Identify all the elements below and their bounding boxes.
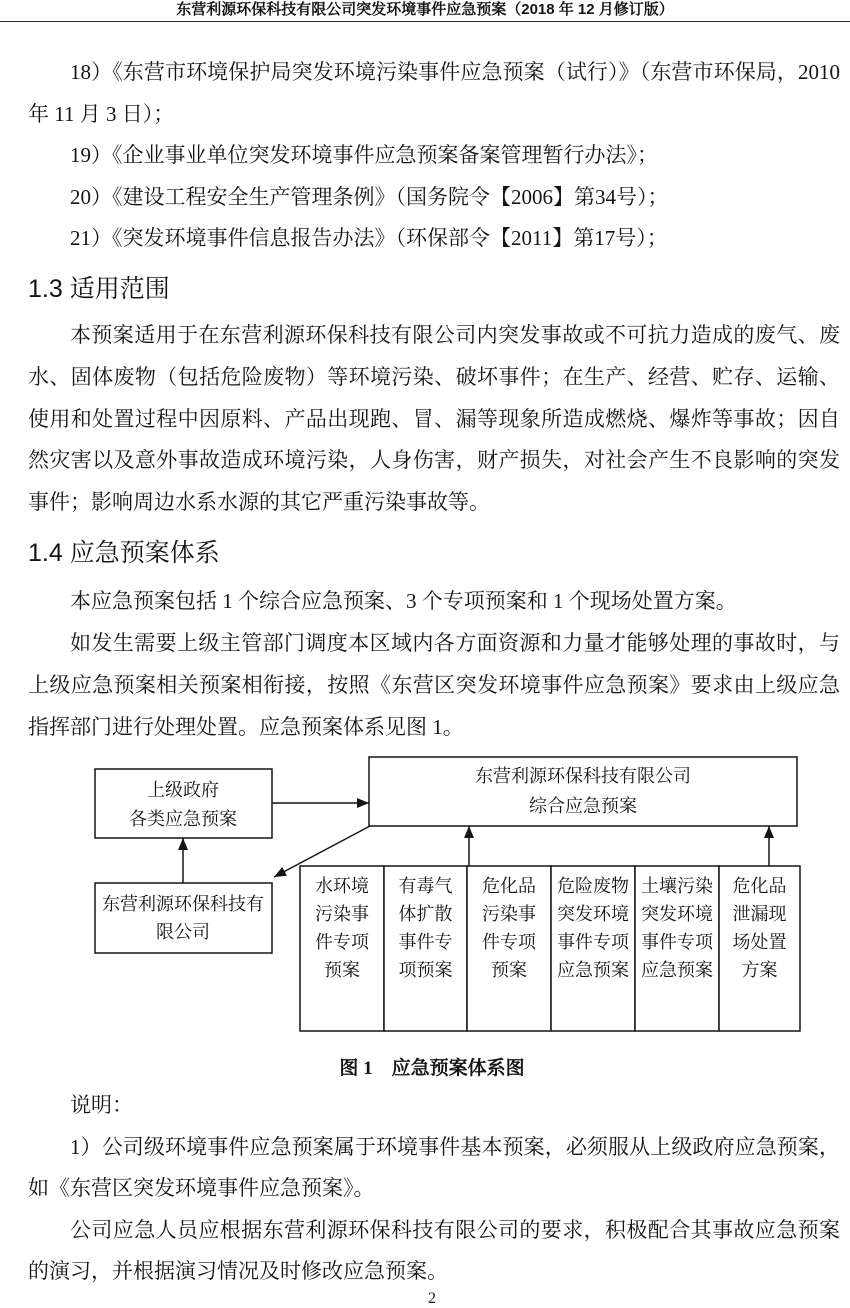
sub-plan-label-line: 场处置 bbox=[732, 932, 787, 952]
header-divider bbox=[0, 21, 850, 22]
sub-plan-label-line: 水环境 bbox=[315, 876, 369, 896]
government-plans-box-line: 各类应急预案 bbox=[129, 809, 237, 829]
sub-plan-label-line: 突发环境 bbox=[557, 904, 629, 924]
notes-label: 说明： bbox=[70, 1093, 133, 1117]
plan-system-section-body bbox=[28, 580, 840, 748]
sub-plan-box-toxic-gas bbox=[384, 866, 467, 1031]
sub-plan-box-water bbox=[300, 866, 384, 1031]
reference-list bbox=[28, 52, 840, 260]
section-heading-plan-system: 1.4 应急预案体系 bbox=[28, 539, 220, 567]
section-heading-scope: 1.3 适用范围 bbox=[28, 275, 170, 303]
emergency-plan-system-diagram bbox=[0, 750, 850, 1040]
reference-item-20: 20）《建设工程安全生产管理条例》（国务院令【2006】第34号）； bbox=[70, 184, 669, 209]
comprehensive-plan-box-line: 综合应急预案 bbox=[529, 796, 637, 816]
sub-plan-label-line: 体扩散 bbox=[398, 904, 453, 924]
sub-plan-label-line: 突发环境 bbox=[641, 904, 713, 924]
reference-item-18: 18）《东营市环境保护局突发环境污染事件应急预案（试行）》（东营市环保局，2010 年 11 月 3 日）； bbox=[28, 60, 840, 126]
sub-plan-label-line: 件专项 bbox=[315, 932, 369, 952]
sub-plan-label-line: 土壤污染 bbox=[641, 876, 713, 896]
comprehensive-plan-box bbox=[369, 757, 797, 826]
sub-plan-label-line: 污染事 bbox=[482, 904, 536, 924]
sub-plan-label-line: 有毒气 bbox=[398, 876, 453, 896]
sub-plan-label-line: 事件专项 bbox=[557, 932, 629, 952]
company-box bbox=[95, 883, 272, 953]
scope-section-body bbox=[28, 315, 840, 524]
company-box-line: 东营利源环保科技有 bbox=[102, 894, 264, 914]
plan-system-paragraph: 本应急预案包括 1 个综合应急预案、3 个专项预案和 1 个现场处置方案。 bbox=[70, 589, 737, 613]
sub-plan-box-hazardous-waste bbox=[551, 866, 635, 1031]
sub-plan-box-soil-pollution bbox=[635, 866, 719, 1031]
sub-plan-label-line: 预案 bbox=[491, 960, 527, 980]
sub-plan-label-line: 污染事 bbox=[315, 904, 369, 924]
government-plans-box-line: 上级政府 bbox=[147, 780, 219, 800]
sub-plan-box-chemical-leak-onsite bbox=[719, 866, 800, 1031]
page-header-title: 东营利源环保科技有限公司突发环境事件应急预案（2018 年 12 月修订版） bbox=[176, 1, 674, 18]
sub-plan-label-line: 应急预案 bbox=[641, 960, 713, 980]
sub-plan-label-line: 危险废物 bbox=[557, 876, 629, 896]
sub-plan-label-line: 事件专 bbox=[398, 932, 453, 952]
plan-system-paragraph: 如发生需要上级主管部门调度本区域内各方面资源和力量才能够处理的事故时，与上级应急预案相关预案相衔接，按照《东营区突发环境事件应急预案》要求由上级应急指挥部门进行处理处置。应急预案体系见图 1。 bbox=[28, 631, 840, 739]
company-box-line: 限公司 bbox=[156, 922, 210, 942]
reference-item-21: 21）《突发环境事件信息报告办法》（环保部令【2011】第17号）； bbox=[70, 226, 668, 250]
notes-paragraph: 公司应急人员应根据东营利源环保科技有限公司的要求，积极配合其事故应急预案的演习，并根据演习情况及时修改应急预案。 bbox=[28, 1217, 840, 1284]
notes-paragraph: 1）公司级环境事件应急预案属于环境事件基本预案，必须服从上级政府应急预案，如《东营区突发环境事件应急预案》。 bbox=[28, 1134, 840, 1201]
sub-plan-label-line: 预案 bbox=[324, 960, 360, 980]
comprehensive-plan-box-line: 东营利源环保科技有限公司 bbox=[475, 766, 691, 786]
notes-section bbox=[28, 1085, 840, 1293]
sub-plan-label-line: 项预案 bbox=[398, 960, 453, 980]
page-number: 2 bbox=[428, 1290, 436, 1307]
sub-plan-label-line: 泄漏现 bbox=[732, 904, 787, 924]
sub-plan-label-line: 应急预案 bbox=[557, 960, 629, 980]
figure-caption: 图 1 应急预案体系图 bbox=[339, 1058, 525, 1079]
sub-plan-label-line: 事件专项 bbox=[641, 932, 713, 952]
sub-plan-label-line: 危化品 bbox=[482, 876, 536, 896]
sub-plan-label-line: 件专项 bbox=[482, 932, 536, 952]
sub-plan-label-line: 危化品 bbox=[732, 876, 787, 896]
reference-item-19: 19）《企业事业单位突发环境事件应急预案备案管理暂行办法》； bbox=[70, 143, 658, 167]
scope-paragraph: 本预案适用于在东营利源环保科技有限公司内突发事故或不可抗力造成的废气、废水、固体废物（包括危险废物）等环境污染、破坏事件；在生产、经营、贮存、运输、使用和处置过程中因原料、产品出现跑、冒、漏等现象所造成燃烧、爆炸等事故；因自然灾害以及意外事故造成环境污染，人身伤害，财产损失，对社会产生不良影响的突发事件；影响周边水系水源的其它严重污染事故等。 bbox=[28, 323, 840, 514]
sub-plan-box-hazardous-chemical bbox=[467, 866, 551, 1031]
sub-plan-label-line: 方案 bbox=[741, 960, 778, 980]
government-plans-box bbox=[95, 769, 272, 838]
